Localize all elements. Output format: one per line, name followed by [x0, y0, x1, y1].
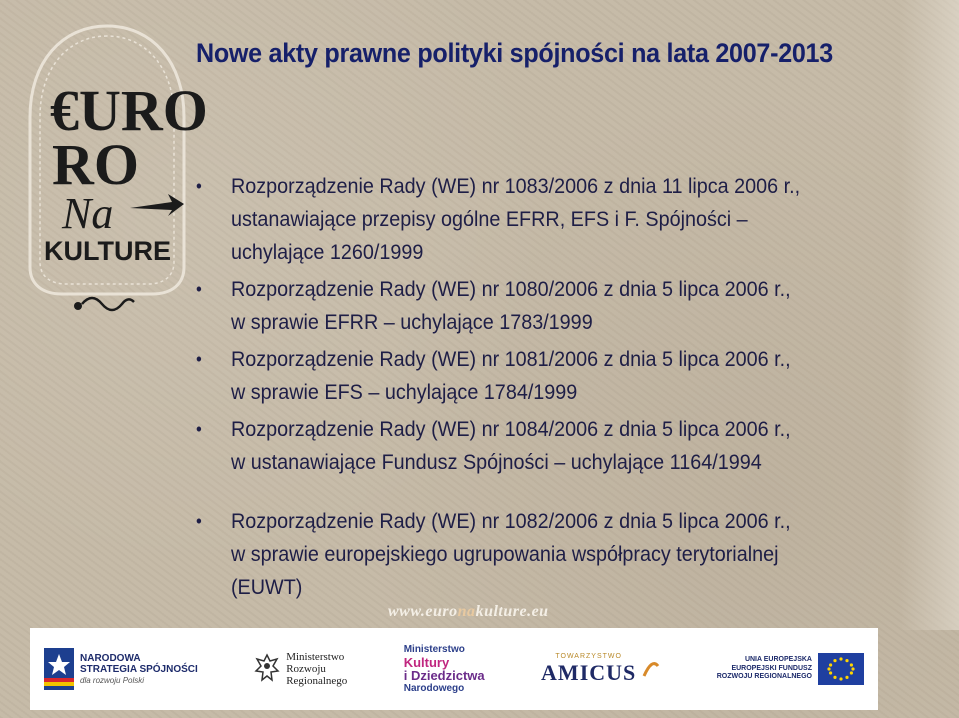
website-url[interactable]: [388, 603, 549, 621]
arrow-pointer-icon: [130, 194, 184, 216]
logo-line2: RO: [52, 132, 139, 197]
list-item-line: Rozporządzenie Rady (WE) nr 1081/2006 z dnia 5 lipca 2006 r.,: [230, 347, 791, 371]
bullet-icon: •: [196, 176, 202, 196]
logo-line1: €URO: [50, 78, 208, 143]
list-item-line: (EUWT): [230, 575, 303, 599]
list-item-line: Rozporządzenie Rady (WE) nr 1082/2006 z dnia 5 lipca 2006 r.,: [230, 509, 791, 533]
mrr-line: Ministerstwo: [286, 651, 345, 663]
list-item: [196, 343, 858, 409]
list-item-line: w ustanawiające Fundusz Spójności – uchylające 1164/1994: [230, 450, 762, 474]
list-item-line: uchylające 1260/1999: [230, 240, 424, 264]
nss-subline: dla rozwoju Polski: [80, 675, 145, 685]
mkidn-line: i Dziedzictwa: [403, 668, 485, 683]
url-part: www.euro: [388, 603, 458, 620]
eu-logo: [717, 653, 864, 685]
list-item-line: Rozporządzenie Rady (WE) nr 1083/2006 z dnia 11 lipca 2006 r.,: [230, 174, 801, 198]
url-part: kulture.eu: [475, 603, 549, 620]
nss-line: NARODOWA: [80, 652, 141, 664]
mkidn-line: Ministerstwo: [403, 644, 465, 655]
sponsor-logos-bar: [30, 628, 878, 710]
amicus-top: TOWARZYSTWO: [555, 652, 622, 660]
logo-line3: Na: [62, 189, 114, 238]
list-item: [196, 505, 858, 604]
list-item-line: w sprawie europejskiego ugrupowania współpracy terytorialnej: [230, 542, 779, 566]
list-item: [196, 413, 858, 479]
list-item-line: Rozporządzenie Rady (WE) nr 1084/2006 z dnia 5 lipca 2006 r.,: [230, 417, 791, 441]
bullet-icon: •: [196, 419, 202, 439]
amicus-swirl-icon: [642, 656, 660, 682]
mrr-line: Rozwoju: [286, 663, 326, 675]
mkidn-line: Kultury: [403, 655, 450, 670]
list-item-line: w sprawie EFRR – uchylające 1783/1999: [230, 310, 593, 334]
amicus-logo: [541, 653, 660, 686]
list-item-line: w sprawie EFS – uchylające 1784/1999: [230, 380, 578, 404]
nss-logo: [44, 648, 198, 690]
nss-star-icon: [44, 648, 74, 690]
url-part: na: [457, 603, 476, 620]
mrr-line: Regionalnego: [286, 675, 348, 687]
eagle-emblem-icon: [254, 652, 280, 686]
logo-line4: KULTURE: [44, 236, 171, 266]
mkidn-logo: [404, 643, 485, 695]
nss-line: STRATEGIA SPÓJNOŚCI: [80, 663, 198, 675]
bullet-icon: •: [196, 279, 202, 299]
list-item-line: Rozporządzenie Rady (WE) nr 1080/2006 z dnia 5 lipca 2006 r.,: [230, 277, 791, 301]
euronakulture-logo: [22, 22, 208, 322]
list-item: [196, 170, 858, 269]
ue-line: UNIA EUROPEJSKA: [744, 656, 812, 664]
ue-line: ROZWOJU REGIONALNEGO: [716, 673, 812, 681]
regulation-list: [196, 170, 916, 608]
list-item: [196, 273, 858, 339]
mkidn-line: Narodowego: [403, 683, 465, 694]
amicus-name: AMICUS: [541, 659, 637, 685]
eu-flag-icon: [818, 653, 864, 685]
list-item-line: ustanawiające przepisy ogólne EFRR, EFS i F. Spójności –: [230, 207, 748, 231]
bullet-icon: •: [196, 511, 202, 531]
bullet-icon: •: [196, 349, 202, 369]
mrr-logo: [254, 651, 347, 687]
ue-line: EUROPEJSKI FUNDUSZ: [731, 664, 812, 672]
slide-title: Nowe akty prawne polityki spójności na lata 2007-2013: [196, 38, 833, 68]
